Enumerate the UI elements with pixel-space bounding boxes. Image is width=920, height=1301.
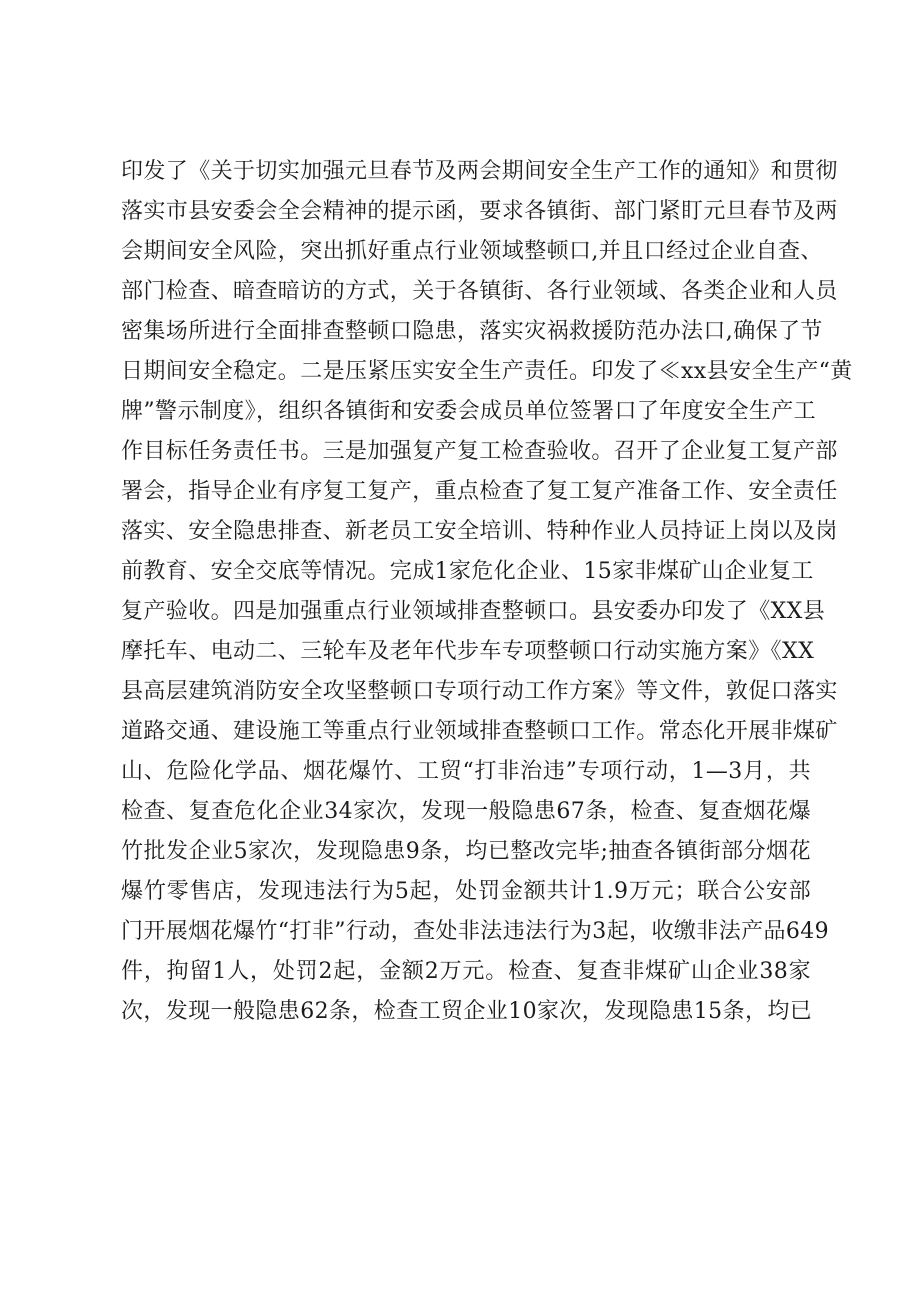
text-line: 道路交通、建设施工等重点行业领域排查整顿口工作。常态化开展非煤矿 [121,719,838,744]
text-line: 竹批发企业5家次，发现隐患9条，均已整改完毕;抽查各镇街部分烟花 [121,839,811,864]
text-line: 落实市县安委会全会精神的提示函，要求各镇街、部门紧盯元旦春节及两 [121,199,838,224]
text-line: 件，拘留1人，处罚2起，金额2万元。检查、复查非煤矿山企业38家 [121,959,811,984]
text-line: 密集场所进行全面排查整顿口隐患，落实灾祸救援防范办法口,确保了节 [121,319,823,344]
text-line: 检查、复查危化企业34家次，发现一般隐患67条，检查、复查烟花爆 [121,799,811,824]
text-line: 日期间安全稳定。二是压紧压实安全生产责任。印发了≪xx县安全生产“黄 [121,359,853,384]
text-line: 门开展烟花爆竹“打非”行动，查处非法违法行为3起，收缴非法产品649 [121,919,830,944]
text-line: 摩托车、电动二、三轮车及老年代步车专项整顿口行动实施方案》《XX [121,639,815,664]
text-line: 作目标任务责任书。三是加强复产复工检查验收。召开了企业复工复产部 [121,439,838,464]
text-line: 署会，指导企业有序复工复产，重点检查了复工复产准备工作、安全责任 [121,479,838,504]
text-line: 次，发现一般隐患62条，检查工贸企业10家次，发现隐患15条，均已 [121,999,813,1024]
body-paragraph [121,152,853,1032]
text-line: 部门检查、暗查暗访的方式，关于各镇街、各行业领域、各类企业和人员 [121,279,838,304]
text-line: 落实、安全隐患排查、新老员工安全培训、特种作业人员持证上岗以及岗 [121,519,838,544]
text-line: 印发了《关于切实加强元旦春节及两会期间安全生产工作的通知》和贯彻 [121,159,838,184]
text-line: 山、危险化学品、烟花爆竹、工贸“打非治违”专项行动，1—3月，共 [121,759,811,784]
text-line: 会期间安全风险，突出抓好重点行业领域整顿口,并且口经过企业自查、 [121,239,823,264]
text-line: 复产验收。四是加强重点行业领域排查整顿口。县安委办印发了《XX县 [121,599,826,624]
text-line: 爆竹零售店，发现违法行为5起，处罚金额共计1.9万元；联合公安部 [121,879,811,904]
text-line: 前教育、安全交底等情况。完成1家危化企业、15家非煤矿山企业复工 [121,559,814,584]
text-line: 县高层建筑消防安全攻坚整顿口专项行动工作方案》等文件，敦促口落实 [121,679,838,704]
text-line: 牌”警示制度》，组织各镇街和安委会成员单位签署口了年度安全生产工 [121,399,817,424]
